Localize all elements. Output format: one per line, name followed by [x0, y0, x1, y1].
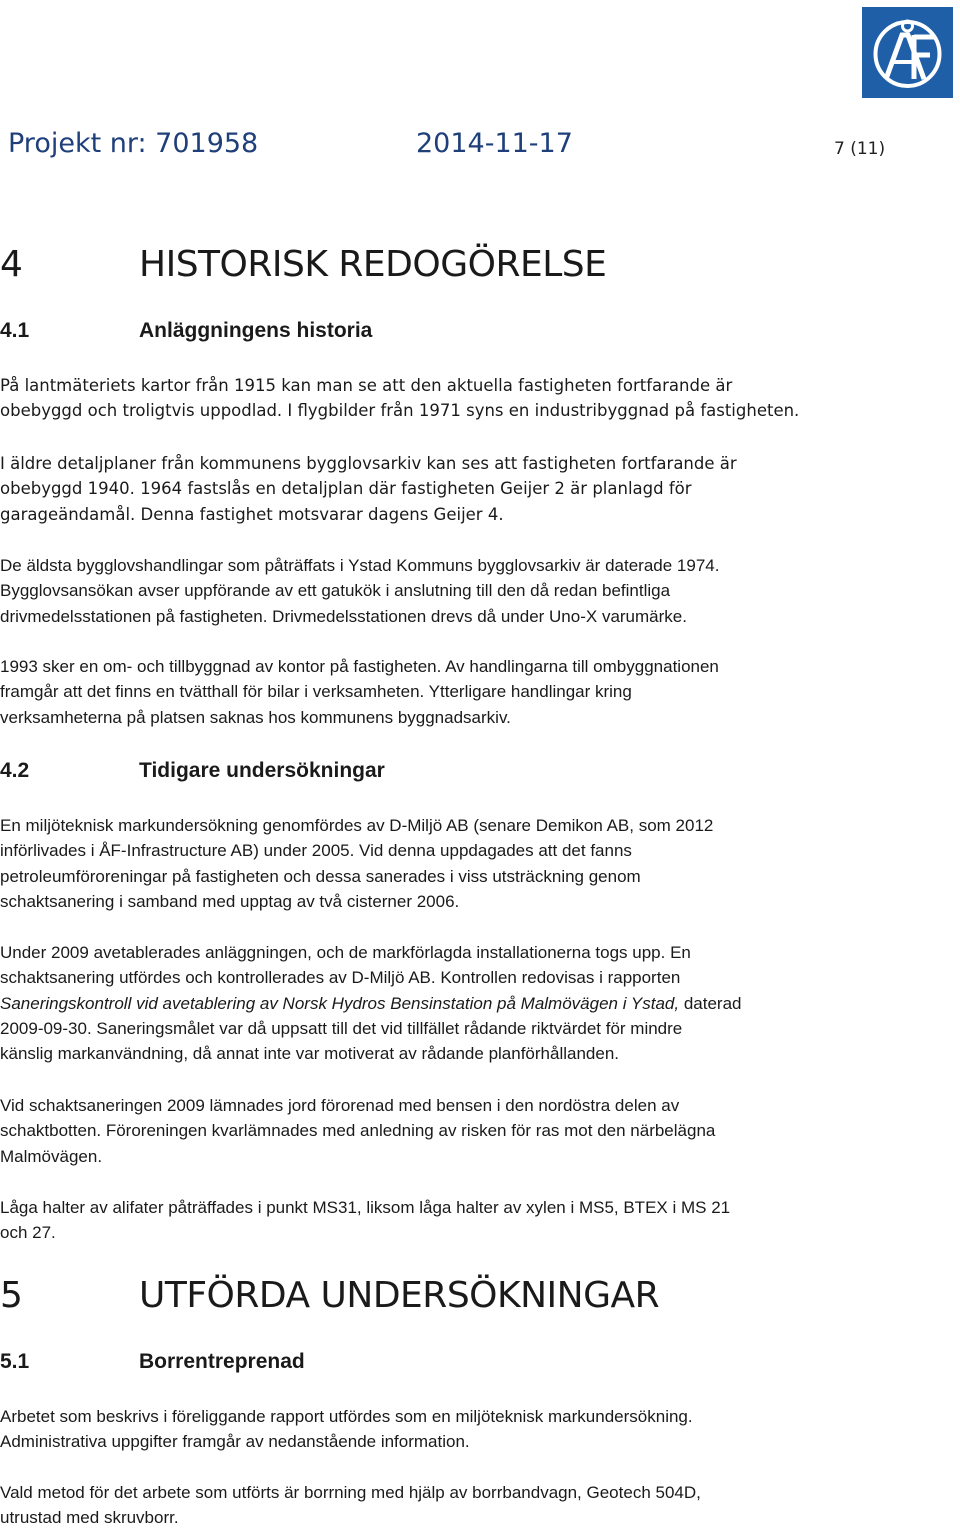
text-line: införlivades i ÅF-Infrastructure AB) under 2005. Vid denna uppdagades att det fanns — [0, 841, 632, 861]
text-line: I äldre detaljplaner från kommunens bygglovsarkiv kan ses att fastigheten fortfarande är — [0, 454, 737, 473]
text-line: schaktbotten. Föroreningen kvarlämnades med anledning av risken för ras mot den närbelägna — [0, 1121, 716, 1141]
text-line: framgår att det finns en tvätthall för bilar i verksamheten. Ytterligare handlingar kring — [0, 682, 632, 702]
text-line: drivmedelsstationen på fastigheten. Drivmedelsstationen drevs då under Uno-X varumärke. — [0, 606, 687, 626]
section-number: 4.2 — [0, 759, 30, 782]
page-number: 7 (11) — [834, 139, 886, 159]
page-header — [8, 128, 960, 168]
report-title: Saneringskontroll vid avetablering av Norsk Hydros Bensinstation på Malmövägen i Ystad, — [0, 993, 680, 1013]
section-title: Tidigare undersökningar — [139, 759, 385, 782]
text-line: Låga halter av alifater påträffades i punkt MS31, liksom låga halter av xylen i MS5, BTEX i MS 21 — [0, 1198, 731, 1217]
text-line: På lantmäteriets kartor från 1915 kan man se att den aktuella fastigheten fortfarande är — [0, 376, 733, 395]
report-date: 2014-11-17 — [416, 128, 573, 159]
text-line: Vid schaktsaneringen 2009 lämnades jord förorenad med bensen i den nordöstra delen av — [0, 1096, 680, 1115]
af-logo-mark — [862, 7, 953, 98]
text-line: schaktsanering i samband med upptag av två cisterner 2006. — [0, 891, 460, 911]
text-line — [0, 991, 940, 1016]
text-line: petroleumföroreningar på fastigheten och dessa sanerades i viss utsträckning genom — [0, 866, 641, 886]
text-line: schaktsanering utfördes och kontrollerades av D-Miljö AB. Kontrollen redovisas i rapporten — [0, 968, 681, 988]
text-line: garageändamål. Denna fastighet motsvarar dagens Geijer 4. — [0, 504, 504, 524]
section-title: Anläggningens historia — [139, 319, 373, 342]
section-title: UTFÖRDA UNDERSÖKNINGAR — [139, 1275, 660, 1316]
paragraph-8 — [0, 1195, 940, 1246]
text-line: verksamheterna på platsen saknas hos kommunens byggnadsarkiv. — [0, 707, 511, 727]
text-line: Under 2009 avetablerades anläggningen, och de markförlagda installationerna togs upp. En — [0, 943, 691, 962]
section-number: 5.1 — [0, 1350, 30, 1373]
text-fragment: daterad — [679, 993, 742, 1013]
text-line: Arbetet som beskrivs i föreliggande rapport utfördes som en miljöteknisk markundersökning. — [0, 1407, 693, 1426]
paragraph-3 — [0, 553, 940, 629]
paragraph-1 — [0, 373, 940, 424]
section-title: HISTORISK REDOGÖRELSE — [139, 244, 607, 285]
text-line: obebyggd 1940. 1964 fastslås en detaljplan där fastigheten Geijer 2 är planlagd för — [0, 479, 692, 499]
text-line: Administrativa uppgifter framgår av nedanstående information. — [0, 1432, 470, 1452]
text-line: De äldsta bygglovshandlingar som påträffats i Ystad Kommuns bygglovsarkiv är daterade 1974. — [0, 556, 720, 575]
text-line: känslig markanvändning, då annat inte var motiverat av rådande planförhållanden. — [0, 1044, 620, 1064]
text-line: 1993 sker en om- och tillbyggnad av kontor på fastigheten. Av handlingarna till ombyggnationen — [0, 657, 719, 676]
text-line: 2009-09-30. Saneringsmålet var då uppsatt till det vid tillfället rådande riktvärdet för mindre — [0, 1018, 683, 1038]
paragraph-6 — [0, 940, 940, 1066]
paragraph-4 — [0, 654, 940, 730]
paragraph-2 — [0, 451, 940, 527]
section-number: 4 — [0, 244, 23, 285]
paragraph-5 — [0, 813, 940, 914]
text-line: och 27. — [0, 1223, 56, 1243]
af-logo — [862, 7, 953, 98]
paragraph-9 — [0, 1404, 940, 1455]
text-line: obebyggd och troligtvis uppodlad. I flygbilder från 1971 syns en industribyggnad på fastigheten. — [0, 401, 800, 421]
text-line: Malmövägen. — [0, 1146, 103, 1166]
project-number: Projekt nr: 701958 — [8, 128, 259, 159]
text-line: utrustad med skruvborr. — [0, 1508, 179, 1528]
section-title: Borrentreprenad — [139, 1350, 305, 1373]
section-number: 5 — [0, 1275, 23, 1316]
paragraph-7 — [0, 1093, 940, 1169]
text-line: Vald metod för det arbete som utförts är borrning med hjälp av borrbandvagn, Geotech 504D, — [0, 1483, 701, 1502]
section-number: 4.1 — [0, 319, 30, 342]
paragraph-10 — [0, 1480, 940, 1531]
text-line: En miljöteknisk markundersökning genomfördes av D-Miljö AB (senare Demikon AB, som 2012 — [0, 816, 714, 835]
text-line: Bygglovsansökan avser uppförande av ett gatukök i anslutning till den då redan befintliga — [0, 581, 671, 601]
